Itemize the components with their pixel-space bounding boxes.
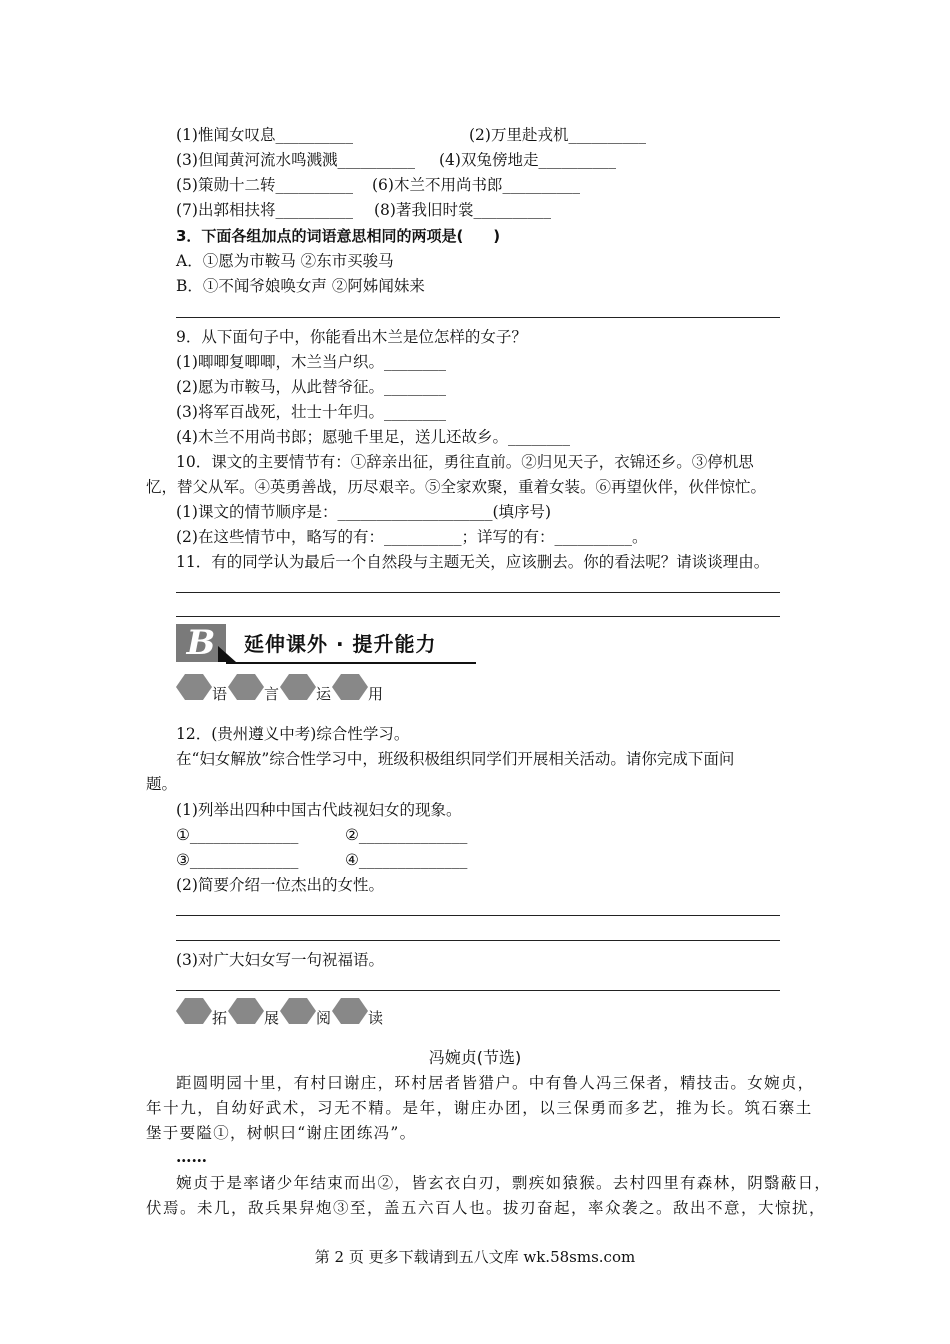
section-header-language-use (176, 674, 396, 704)
answer-line (176, 990, 780, 991)
question-12-part-2: (2)简要介绍一位杰出的女性。 (176, 876, 384, 894)
section-char: 展 (264, 1009, 280, 1027)
reading-line-1: 距圆明园十里，有村曰谢庄，环村居者皆猎户。中有鲁人冯三保者，精技击。女婉贞， (176, 1074, 815, 1092)
question-12-stem: 12．(贵州遵义中考)综合性学习。 (176, 725, 410, 743)
question-11-stem: 11．有的同学认为最后一个自然段与主题无关，应该删去。你的看法呢？请谈谈理由。 (176, 553, 770, 571)
blank-3: ③______________ (176, 851, 299, 869)
section-header-extended-reading (176, 998, 396, 1028)
blank-4: ④______________ (345, 851, 468, 869)
answer-line (176, 592, 780, 593)
item-3: (3)但闻黄河流水鸣溅溅__________ (176, 151, 415, 169)
blank-1: ①______________ (176, 826, 299, 844)
section-char: 语 (212, 685, 228, 703)
question-3-stem: 3．下面各组加点的词语意思相同的两项是( ) (176, 227, 501, 245)
item-2: (2)万里赴戎机__________ (469, 126, 646, 144)
page-footer: 第 2 页 更多下载请到五八文库 wk.58sms.com (314, 1248, 636, 1266)
section-char: 用 (368, 685, 384, 703)
reading-line-3: 堡于要隘①，树帜曰“谢庄团练冯”。 (146, 1124, 417, 1142)
question-9-sentence-3: (3)将军百战死，壮士十年归。________ (176, 403, 446, 421)
section-char: 言 (264, 685, 280, 703)
question-12-part-3: (3)对广大妇女写一句祝福语。 (176, 951, 384, 969)
item-8: (8)著我旧时裳__________ (374, 201, 551, 219)
hexagon-icon (332, 998, 368, 1024)
question-12-part-1: (1)列举出四种中国古代歧视妇女的现象。 (176, 801, 462, 819)
hexagon-icon (176, 674, 212, 700)
item-7: (7)出郭相扶将__________ (176, 201, 353, 219)
answer-line (176, 915, 780, 916)
question-10-part-2: (2)在这些情节中，略写的有：__________；详写的有：__________。 (176, 528, 648, 546)
answer-line (176, 317, 780, 318)
hexagon-icon (176, 998, 212, 1024)
hexagon-icon (228, 674, 264, 700)
answer-line (176, 616, 780, 617)
question-10-stem-line-1: 10．课文的主要情节有：①辞亲出征，勇往直前。②归见天子，衣锦还乡。③停机思 (176, 453, 754, 471)
section-banner (176, 624, 476, 664)
section-char: 运 (316, 685, 332, 703)
hexagon-icon (332, 674, 368, 700)
reading-title: 冯婉贞(节选) (428, 1048, 522, 1067)
item-5: (5)策勋十二转__________ (176, 176, 353, 194)
section-char: 读 (368, 1009, 384, 1027)
section-char: 阅 (316, 1009, 332, 1027)
banner-letter: B (176, 624, 226, 662)
triangle-icon (218, 646, 236, 662)
hexagon-icon (228, 998, 264, 1024)
question-9-sentence-1: (1)唧唧复唧唧，木兰当户织。________ (176, 353, 446, 371)
item-4: (4)双兔傍地走__________ (439, 151, 616, 169)
reading-line-4: 婉贞于是率诸少年结束而出②，皆玄衣白刃，剽疾如猿猴。去村四里有森林，阴翳蔽日， (176, 1174, 832, 1192)
reading-line-5: 伏焉。未几，敌兵果舁炮③至，盖五六百人也。拔刃奋起，率众袭之。敌出不意，大惊扰， (146, 1199, 827, 1217)
hexagon-icon (280, 674, 316, 700)
item-1: (1)惟闻女叹息__________ (176, 126, 353, 144)
question-10-part-1: (1)课文的情节顺序是：____________________(填序号) (176, 503, 552, 521)
question-9-sentence-2: (2)愿为市鞍马，从此替爷征。________ (176, 378, 446, 396)
blank-2: ②______________ (345, 826, 468, 844)
question-3-option-a: A．①愿为市鞍马 ②东市买骏马 (176, 252, 394, 270)
banner-underline (226, 662, 476, 664)
banner-title: 延伸课外 · 提升能力 (244, 632, 437, 656)
item-6: (6)木兰不用尚书郎__________ (372, 176, 580, 194)
hexagon-icon (280, 998, 316, 1024)
question-10-stem-line-2: 忆，替父从军。④英勇善战，历尽艰辛。⑤全家欢聚，重着女装。⑥再望伙伴，伙伴惊忙。 (146, 478, 767, 496)
section-char: 拓 (212, 1009, 228, 1027)
question-3-option-b: B．①不闻爷娘唤女声 ②阿姊闻妹来 (176, 277, 425, 295)
question-9-sentence-4: (4)木兰不用尚书郎；愿驰千里足，送儿还故乡。________ (176, 428, 570, 446)
question-12-intro-line-1: 在“妇女解放”综合性学习中，班级积极组织同学们开展相关活动。请你完成下面问 (176, 750, 735, 768)
question-12-intro-line-2: 题。 (146, 775, 178, 793)
answer-line (176, 940, 780, 941)
question-9-stem: 9．从下面句子中，你能看出木兰是位怎样的女子？ (176, 328, 527, 346)
reading-ellipsis: …… (176, 1147, 207, 1166)
reading-line-2: 年十九，自幼好武术，习无不精。是年，谢庄办团，以三保勇而多艺，推为长。筑石寨土 (146, 1099, 813, 1117)
